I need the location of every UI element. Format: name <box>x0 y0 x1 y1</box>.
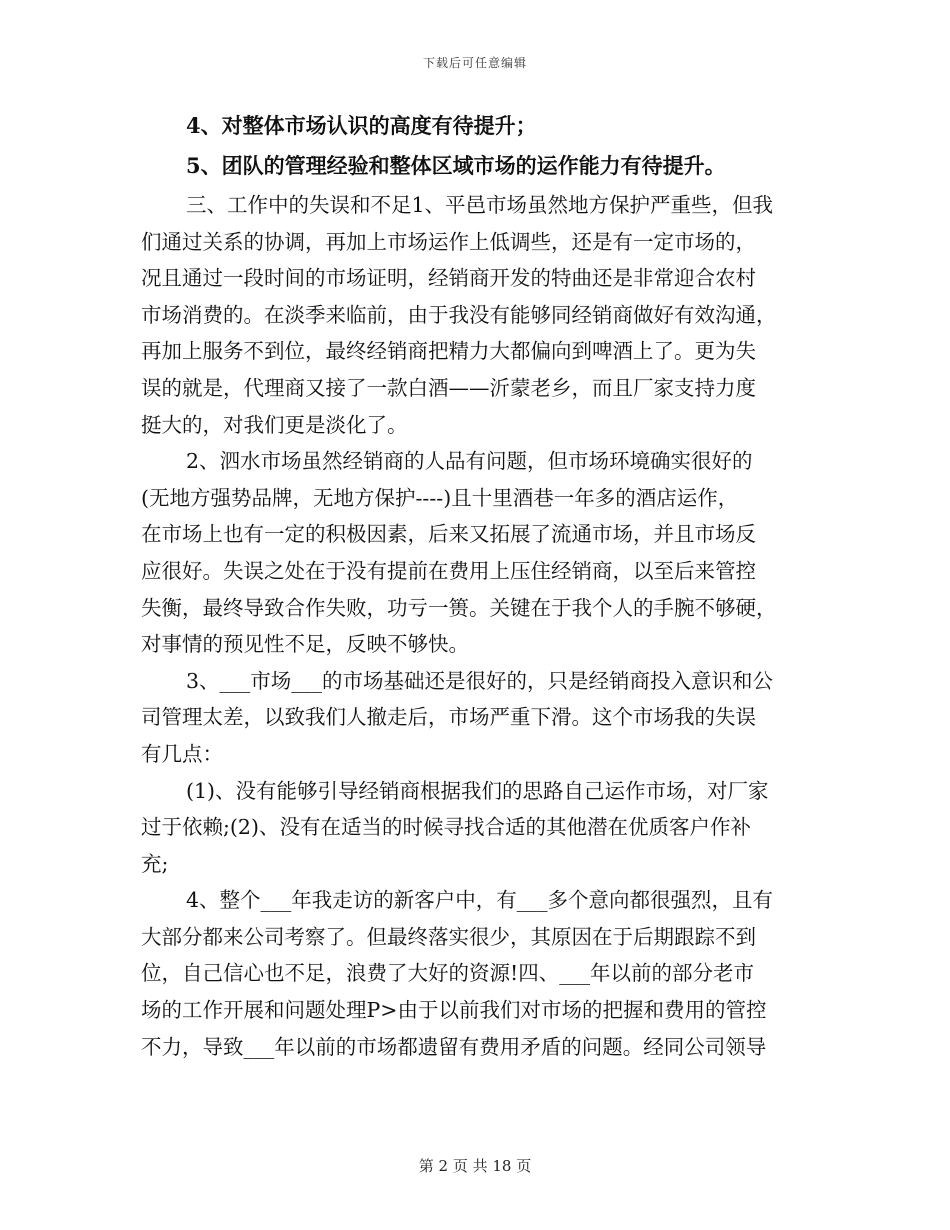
text-line: 有几点： <box>141 741 223 766</box>
text-line: 在市场上也有一定的积极因素，后来又拓展了流通市场，并且市场反 <box>141 522 756 547</box>
text-line: 场的工作开展和问题处理P>由于以前我们对市场的把握和费用的管控 <box>141 998 767 1023</box>
text-line: 充; <box>141 851 169 876</box>
text-line: 位，自己信心也不足，浪费了大好的资源!四、___年以前的部分老市 <box>141 961 754 986</box>
paragraph-errors-pingyi <box>141 187 809 443</box>
text-line: 们通过关系的协调，再加上市场运作上低调些，还是有一定市场的， <box>141 229 756 254</box>
paragraph-market-3 <box>141 663 809 773</box>
text-line: 市场消费的。在淡季来临前，由于我没有能够同经销商做好有效沟通， <box>141 302 777 327</box>
text-line: 况且通过一段时间的市场证明，经销商开发的特曲还是非常迎合农村 <box>141 266 756 291</box>
text-line: 大部分都来公司考察了。但最终落实很少，其原因在于后期跟踪不到 <box>141 924 756 949</box>
text-line: 应很好。失误之处在于没有提前在费用上压住经销商，以至后来管控 <box>141 558 756 583</box>
text-line: (无地方强势品牌，无地方保护----)且十里酒巷一年多的酒店运作， <box>141 485 739 510</box>
text-line: 4、整个___年我走访的新客户中，有___多个意向都很强烈，且有 <box>186 888 774 913</box>
text-line: 过于依赖;(2)、没有在适当的时候寻找合适的其他潜在优质客户作补 <box>141 815 751 840</box>
text-line: 3、___市场___的市场基础还是很好的，只是经销商投入意识和公 <box>186 668 774 693</box>
paragraph-new-clients <box>141 882 809 1065</box>
text-line: 挺大的，对我们更是淡化了。 <box>141 412 408 437</box>
text-line: 再加上服务不到位，最终经销商把精力大都偏向到啤酒上了。更为失 <box>141 339 756 364</box>
text-line: 对事情的预见性不足，反映不够快。 <box>141 632 469 657</box>
paragraph-sishui <box>141 443 809 663</box>
text-line: 误的就是，代理商又接了一款白酒——沂蒙老乡，而且厂家支持力度 <box>141 375 756 400</box>
text-line: (1)、没有能够引导经销商根据我们的思路自己运作市场，对厂家 <box>186 778 769 803</box>
text-line: 不力，导致___年以前的市场都遗留有费用矛盾的问题。经同公司领导 <box>141 1034 767 1059</box>
text-line: 2、泗水市场虽然经销商的人品有问题，但市场环境确实很好的 <box>186 449 753 474</box>
page-header: 下载后可任意编辑 <box>422 56 527 70</box>
page-number: 第 2 页 共 18 页 <box>418 1157 532 1175</box>
text-line: 失衡，最终导致合作失败，功亏一篑。关键在于我个人的手腕不够硬， <box>141 595 777 620</box>
heading-line-4: 4、对整体市场认识的高度有待提升； <box>186 113 537 138</box>
heading-line-5: 5、团队的管理经验和整体区域市场的运作能力有待提升。 <box>186 153 726 178</box>
paragraph-errors-list <box>141 773 809 883</box>
text-line: 三、工作中的失误和不足1、平邑市场虽然地方保护严重些，但我 <box>186 193 774 217</box>
document-body <box>141 106 809 1065</box>
text-line: 司管理太差，以致我们人撤走后，市场严重下滑。这个市场我的失误 <box>141 705 756 730</box>
